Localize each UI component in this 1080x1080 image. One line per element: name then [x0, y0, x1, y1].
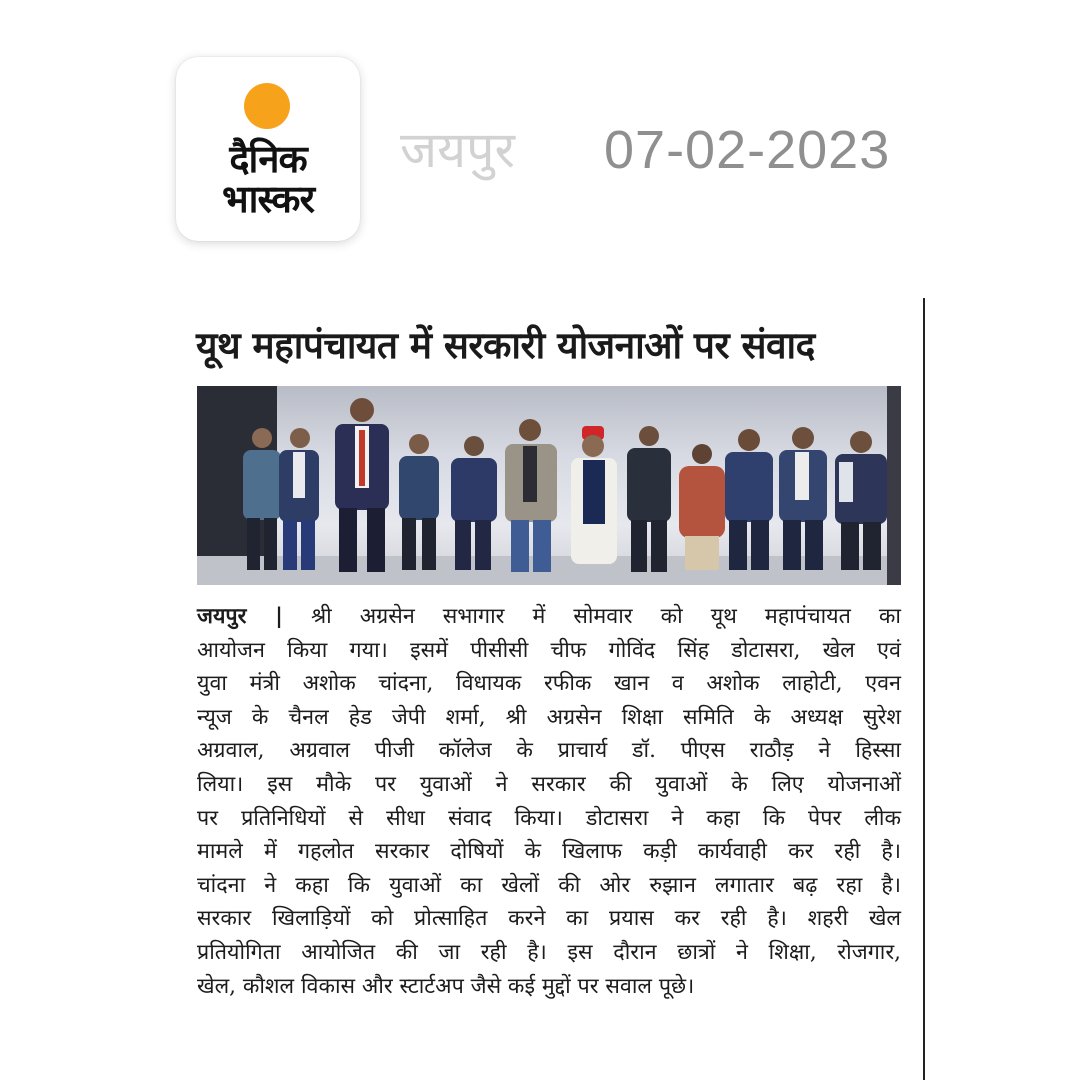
logo-text-line-2: भास्कर	[221, 177, 315, 221]
article-line: प्रतियोगिता आयोजित की जा रही है। इस दौरान छात्रों ने शिक्षा, रोजगार,	[197, 939, 901, 965]
article-line: पर प्रतिनिधियों से सीधा संवाद किया। डोटासरा ने कहा कि पेपर लीक	[197, 805, 901, 831]
article-line: सरकार खिलाड़ियों को प्रोत्साहित करने का प्रयास कर रही है। शहरी खेल	[197, 906, 901, 932]
header-date: 07-02-2023	[604, 120, 891, 180]
dainik-bhaskar-logo	[176, 57, 360, 241]
article-line: खेल, कौशल विकास और स्टार्टअप जैसे कई मुद्दों पर सवाल पूछे।	[197, 973, 695, 999]
header-city: जयपुर	[400, 121, 515, 179]
article-line: जयपुर | श्री अग्रसेन सभागार में सोमवार को यूथ महापंचायत का	[197, 604, 901, 629]
people-group	[243, 398, 887, 572]
logo-text-line-1: दैनिक	[229, 137, 307, 181]
article-line: आयोजन किया गया। इसमें पीसीसी चीफ गोविंद सिंह डोटासरा, खेल एवं	[197, 637, 901, 663]
article-line: मामले में गहलोत सरकार दोषियों के खिलाफ कड़ी कार्यवाही कर रही है।	[197, 839, 901, 865]
article-line: अग्रवाल, अग्रवाल पीजी कॉलेज के प्राचार्य डॉ. पीएस राठौड़ ने हिस्सा	[197, 738, 901, 764]
article-line: युवा मंत्री अशोक चांदना, विधायक रफीक खान व अशोक लाहोटी, एवन	[197, 671, 901, 697]
article-byline: जयपुर |	[197, 604, 283, 629]
article-headline: यूथ महापंचायत में सरकारी योजनाओं पर संवाद	[196, 323, 815, 367]
article-line: लिया। इस मौके पर युवाओं ने सरकार की युवाओं के लिए योजनाओं	[197, 771, 901, 797]
sun-icon	[244, 83, 290, 129]
article-line: चांदना ने कहा कि युवाओं का खेलों की ओर रुझान लगातार बढ़ रहा है।	[197, 872, 901, 898]
article-body	[197, 600, 901, 1003]
column-divider	[923, 298, 925, 1080]
group-photo-image	[197, 386, 901, 585]
article-line: न्यूज के चैनल हेड जेपी शर्मा, श्री अग्रसेन शिक्षा समिति के अध्यक्ष सुरेश	[197, 704, 901, 730]
